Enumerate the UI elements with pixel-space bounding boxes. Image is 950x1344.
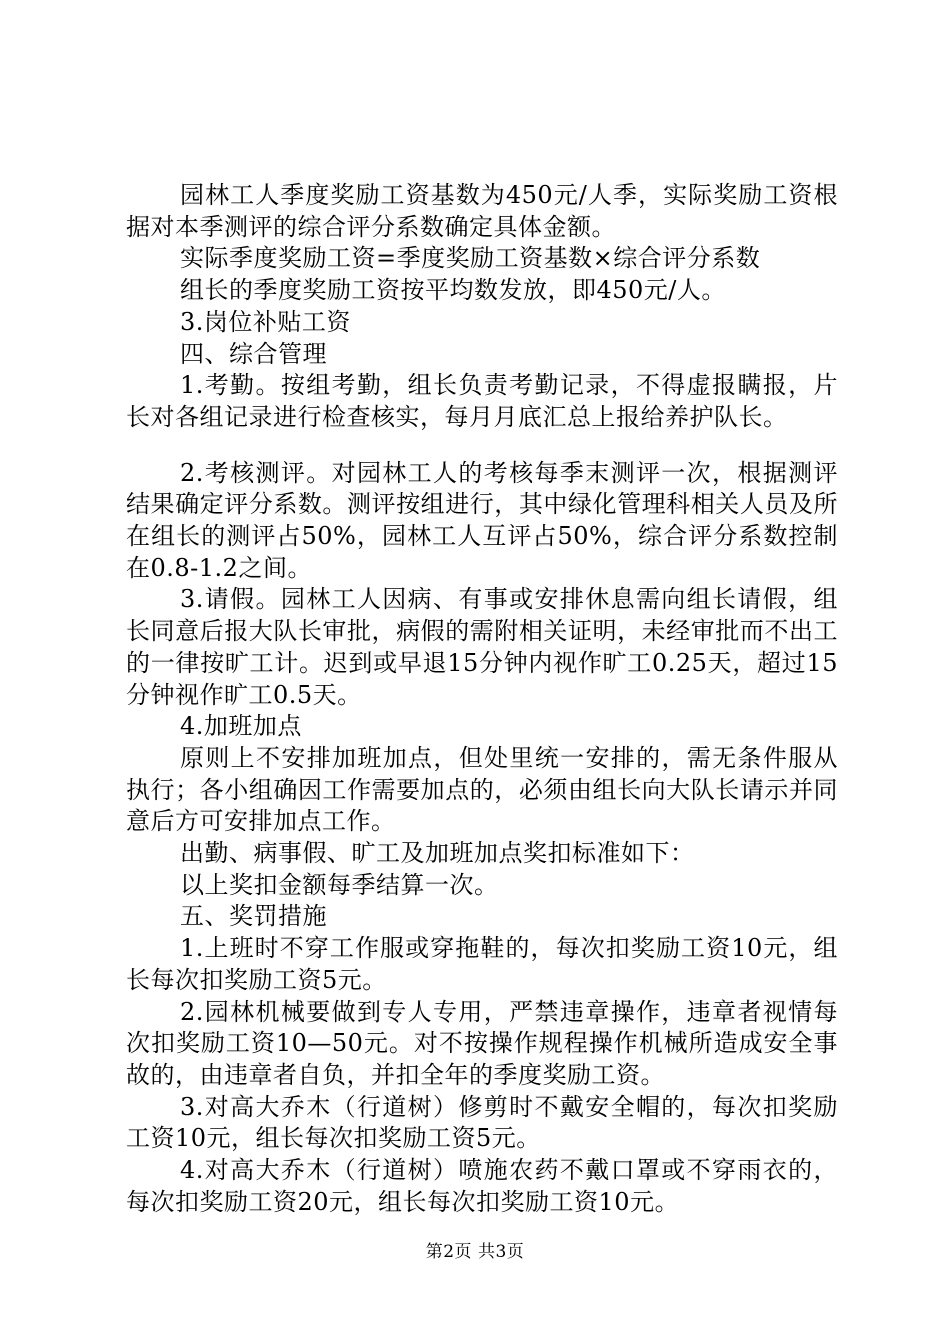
heading-section-five: 五、奖罚措施 <box>180 902 327 931</box>
paragraph-assessment: 2.考核测评。对园林工人的考核每季末测评一次，根据测评结果确定评分系数。测评按组进行，其中绿化管理科相关人员及所在组长的测评占50%，园林工人互评占50%，综合评分系数控制在0.8-1.2之间。 <box>126 458 838 582</box>
paragraph-rule-4: 4.对高大乔木（行道树）喷施农药不戴口罩或不穿雨衣的，每次扣奖励工资20元，组长每次扣奖励工资10元。 <box>126 1156 838 1216</box>
heading-section-four: 四、综合管理 <box>180 339 327 368</box>
paragraph-bonus-base: 园林工人季度奖励工资基数为450元/人季，实际奖励工资根据对本季测评的综合评分系数确定具体金额。 <box>126 181 838 241</box>
paragraph-settlement: 以上奖扣金额每季结算一次。 <box>180 870 499 899</box>
paragraph-standards-intro: 出勤、病事假、旷工及加班加点奖扣标准如下： <box>180 839 695 868</box>
page-number: 第2页 共3页 <box>425 1242 525 1262</box>
document-body <box>126 180 838 1219</box>
paragraph-leader-bonus: 组长的季度奖励工资按平均数发放，即450元/人。 <box>180 276 726 305</box>
paragraph-rule-2: 2.园林机械要做到专人专用，严禁违章操作，违章者视情每次扣奖励工资10—50元。对不按操作规程操作机械所造成安全事故的，由违章者自负，并扣全年的季度奖励工资。 <box>126 997 838 1089</box>
paragraph-overtime: 原则上不安排加班加点，但处里统一安排的，需无条件服从执行；各小组确因工作需要加点的，必须由组长向大队长请示并同意后方可安排加点工作。 <box>126 743 838 836</box>
heading-post-allowance: 3.岗位补贴工资 <box>180 307 351 336</box>
heading-overtime: 4.加班加点 <box>180 712 302 741</box>
paragraph-rule-1: 1.上班时不穿工作服或穿拖鞋的，每次扣奖励工资10元，组长每次扣奖励工资5元。 <box>126 934 838 994</box>
paragraph-bonus-formula: 实际季度奖励工资=季度奖励工资基数×综合评分系数 <box>180 244 761 273</box>
paragraph-leave: 3.请假。园林工人因病、有事或安排休息需向组长请假，组长同意后报大队长审批，病假的需附相关证明，未经审批而不出工的一律按旷工计。迟到或早退15分钟内视作旷工0.25天，超过15分钟视作旷工0.5天。 <box>126 585 838 709</box>
paragraph-attendance: 1.考勤。按组考勤，组长负责考勤记录，不得虚报瞒报，片长对各组记录进行检查核实，每月月底汇总上报给养护队长。 <box>126 371 838 431</box>
paragraph-rule-3: 3.对高大乔木（行道树）修剪时不戴安全帽的，每次扣奖励工资10元，组长每次扣奖励工资5元。 <box>126 1092 838 1153</box>
